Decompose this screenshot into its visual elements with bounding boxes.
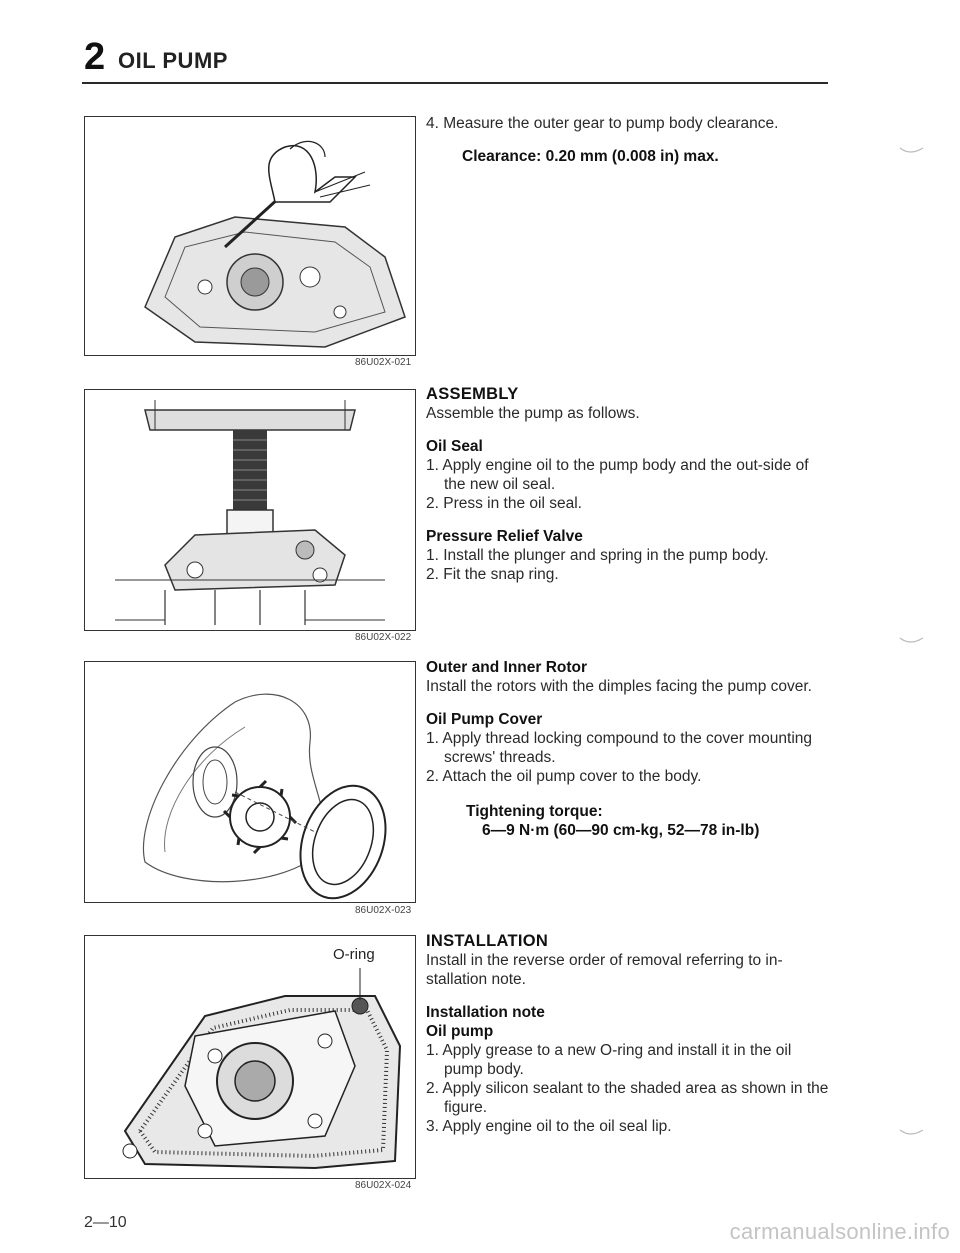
installation-title: INSTALLATION [426,932,549,950]
oil-seal-step: 2. Press in the oil seal. [426,495,582,512]
press-seal-installation-illustration [85,390,415,630]
feeler-gauge-measurement-illustration [85,117,415,355]
rotor-title: Outer and Inner Rotor [426,659,588,676]
figure-code: 86U02X-022 [355,632,412,643]
margin-marks [895,140,925,1140]
installation-step: 3. Apply engine oil to the oil seal lip. [426,1118,672,1135]
figure-code: 86U02X-021 [355,357,412,368]
torque-value: 6—9 N·m (60—90 cm-kg, 52—78 in-lb) [482,822,760,839]
figure-code: 86U02X-024 [355,1180,412,1191]
figure-code: 86U02X-023 [355,905,412,916]
assembly-intro: Assemble the pump as follows. [426,405,640,422]
chapter-number: 2 [84,36,106,78]
o-ring-callout: O-ring [333,946,375,963]
relief-valve-title: Pressure Relief Valve [426,528,583,545]
installation-note-sub: Oil pump [426,1023,494,1040]
pump-cover-step: 2. Attach the oil pump cover to the body. [426,768,702,785]
relief-valve-step: 2. Fit the snap ring. [426,566,559,583]
page-number: 2—10 [84,1214,127,1231]
assembly-section [426,385,830,584]
installation-step: 2. Apply silicon sealant to the shaded area as shown in the figure. [426,1080,829,1116]
figure-2 [84,389,416,631]
oil-seal-title: Oil Seal [426,438,483,455]
pump-cover-step: 1. Apply thread locking compound to the cover mounting screws' threads. [426,730,813,766]
installation-intro: Install in the reverse order of removal referring to in-stallation note. [426,952,783,988]
assembly-title: ASSEMBLY [426,385,519,403]
measure-section [426,114,830,166]
torque-label: Tightening torque: [466,803,603,820]
figure-3 [84,661,416,903]
installation-section [426,932,830,1136]
clearance-spec: Clearance: 0.20 mm (0.008 in) max. [462,148,719,165]
rotor-text: Install the rotors with the dimples facing the pump cover. [426,678,812,695]
page-header [82,36,828,84]
rotor-installation-illustration [85,662,415,902]
oil-pump-cover-sealant-illustration [85,936,415,1178]
figure-1 [84,116,416,356]
pump-cover-title: Oil Pump Cover [426,711,543,728]
measure-step: 4. Measure the outer gear to pump body clearance. [426,115,779,132]
relief-valve-step: 1. Install the plunger and spring in the pump body. [426,547,769,564]
installation-note-title: Installation note [426,1004,545,1021]
watermark: carmanualsonline.info [729,1219,950,1244]
installation-step: 1. Apply grease to a new O-ring and install it in the oil pump body. [426,1042,792,1078]
chapter-title: OIL PUMP [118,48,228,73]
figure-4 [84,935,416,1179]
oil-seal-step: 1. Apply engine oil to the pump body and the out-side of the new oil seal. [426,457,809,493]
rotor-section [426,658,830,840]
